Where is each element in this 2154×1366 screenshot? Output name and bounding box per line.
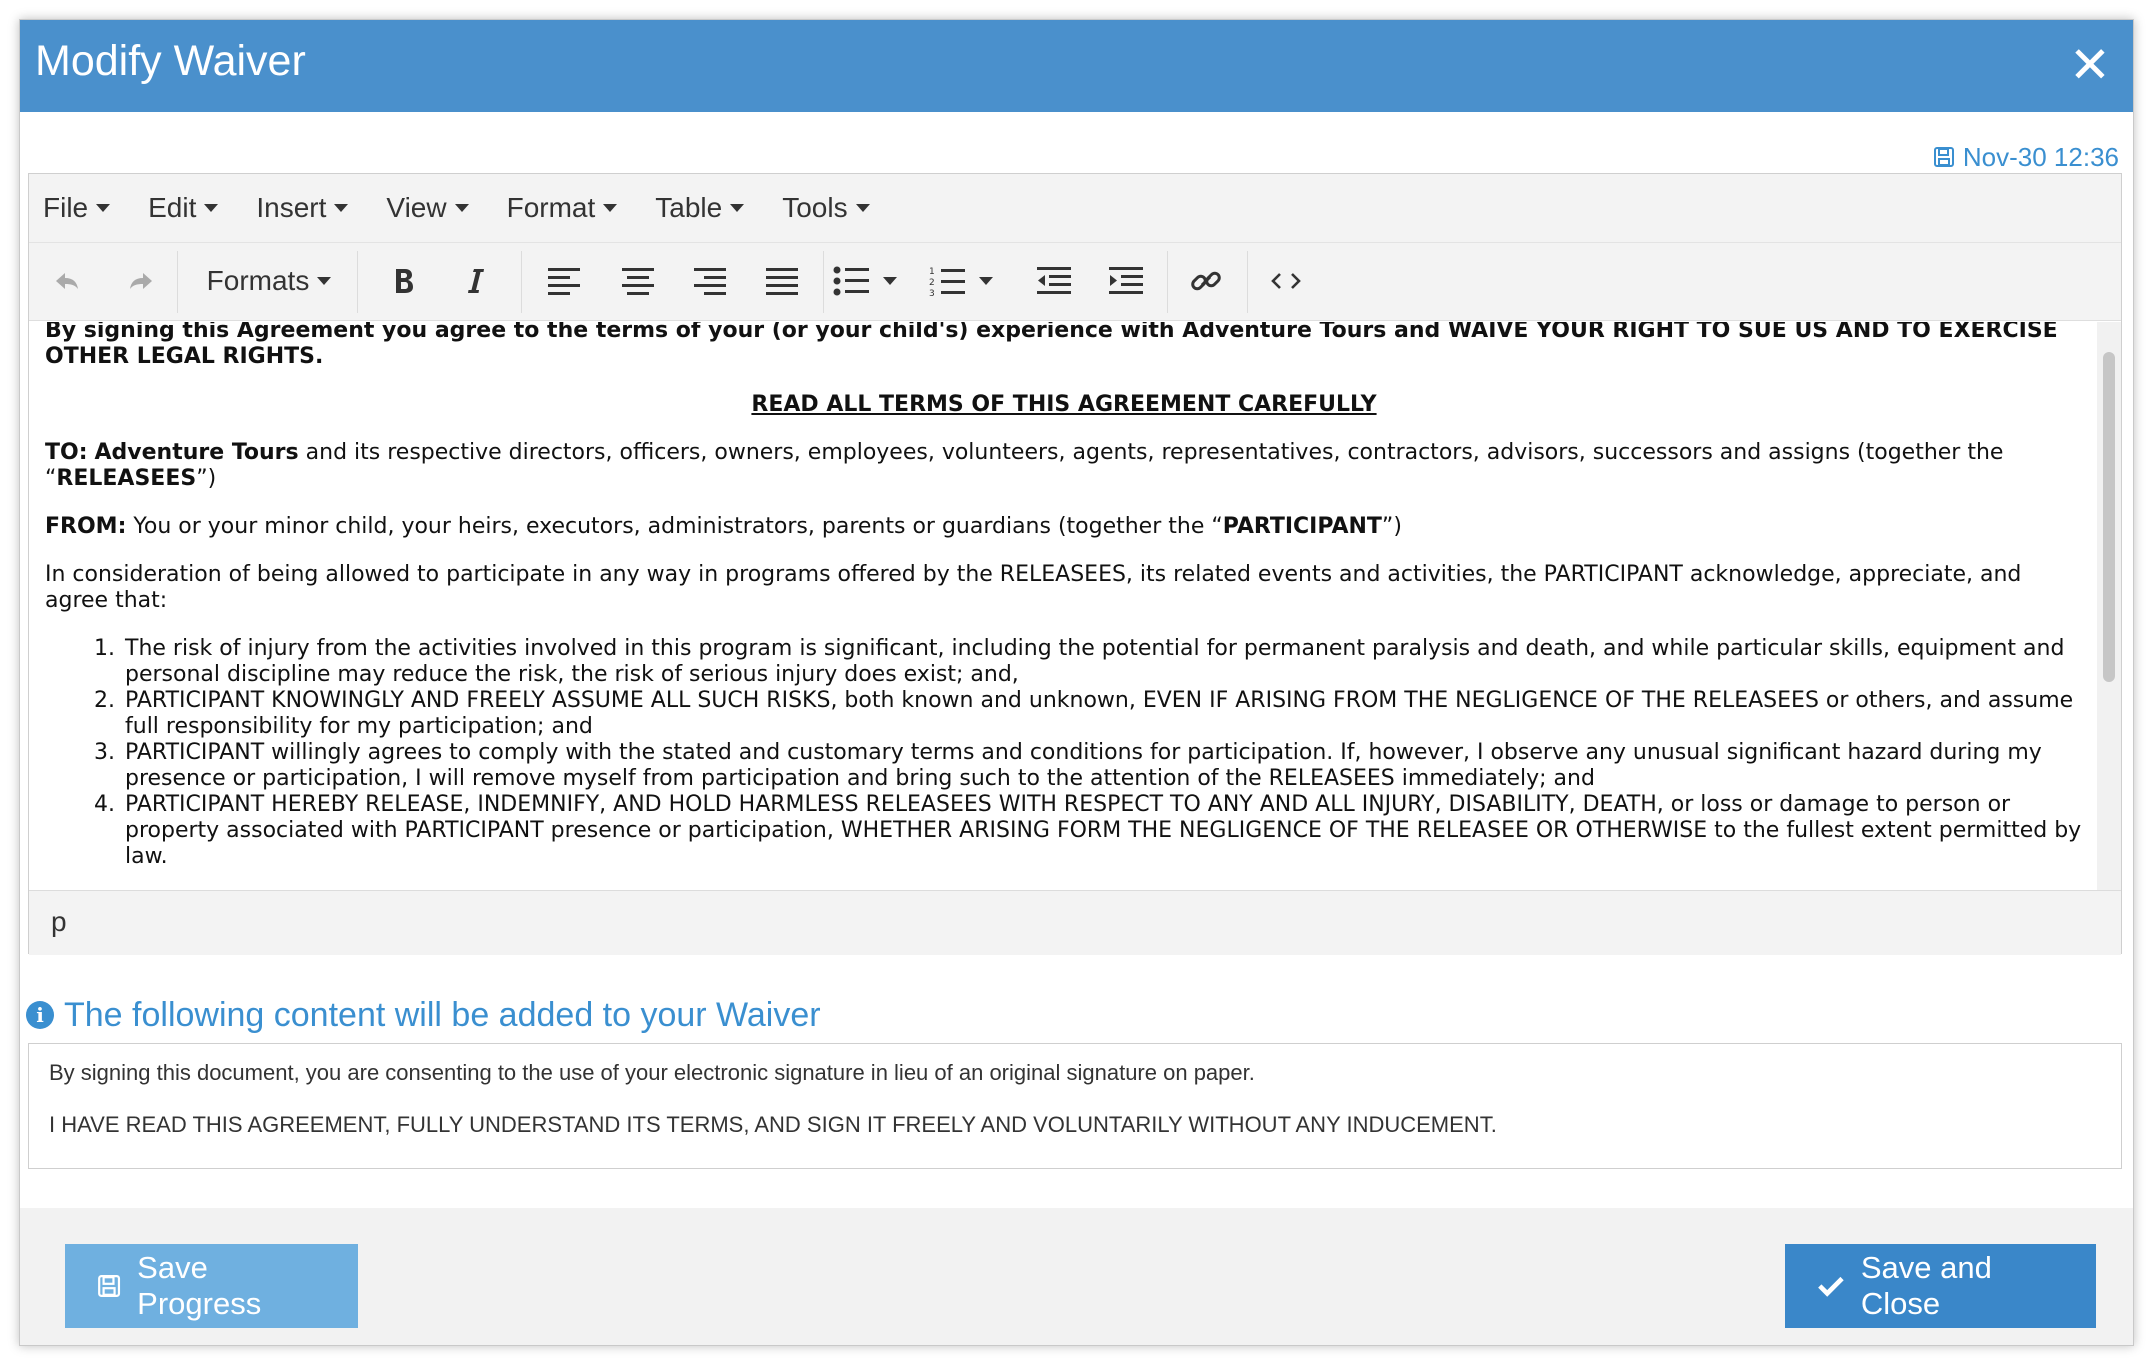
save-progress-label: Save Progress <box>137 1250 262 1321</box>
align-right-icon[interactable] <box>685 255 735 307</box>
outdent-icon[interactable] <box>1029 255 1079 307</box>
toolbar-divider <box>1247 251 1248 313</box>
code-icon[interactable] <box>1261 255 1311 307</box>
undo-icon[interactable] <box>45 255 89 307</box>
menu-insert[interactable] <box>256 192 348 224</box>
floppy-disk-icon <box>97 1273 121 1299</box>
indent-icon[interactable] <box>1101 255 1151 307</box>
close-icon[interactable]: ✕ <box>2069 37 2111 93</box>
caret-down-icon <box>334 204 348 212</box>
appended-content-box <box>28 1043 2122 1169</box>
align-justify-icon[interactable] <box>757 255 807 307</box>
list-item <box>45 740 2083 792</box>
intro-paragraph <box>45 322 2083 370</box>
redo-icon[interactable] <box>119 255 163 307</box>
editor-scrollbar[interactable] <box>2097 322 2121 890</box>
bold-icon[interactable] <box>379 255 429 307</box>
list-item-text: PARTICIPANT HEREBY RELEASE, INDEMNIFY, AND HOLD HARMLESS RELEASEES WITH RESPECT TO ANY AND ALL INJURY, DISABILITY, DEATH, or loss or damage to person or property associated with PARTICIPANT presence or participation, WHETHER ARISING FORM THE NEGLIGENCE OF THE RELEASEE OR OTHERWISE to the fullest extent permitted by law. <box>125 792 2082 869</box>
from-label: FROM: <box>45 514 127 539</box>
list-item <box>45 792 2083 870</box>
toolbar-divider <box>177 251 178 313</box>
caret-down-icon <box>204 204 218 212</box>
last-saved-time: Nov-30 12:36 <box>1962 142 2119 172</box>
editor-statusbar <box>29 890 2121 955</box>
menu-file-label: File <box>43 192 89 223</box>
save-progress-button[interactable] <box>65 1244 358 1328</box>
list-item-number: 4. <box>94 792 115 817</box>
consent-line: By signing this document, you are consenting to the use of your electronic signature in lieu of an original signature on paper. <box>49 1060 1255 1085</box>
list-item-number: 1. <box>94 636 115 661</box>
element-path[interactable]: p <box>51 906 67 937</box>
editor-menubar <box>29 174 2121 243</box>
toolbar-divider <box>357 251 358 313</box>
list-item <box>45 688 2083 740</box>
list-item-text: The risk of injury from the activities involved in this program is significant, including the potential for permanent paralysis and death, and while particular skills, equipment and personal discipline may reduce the risk, the risk of serious injury does exist; and, <box>125 636 2065 687</box>
caret-down-icon <box>317 277 331 285</box>
info-icon: i <box>26 1001 54 1029</box>
consideration-paragraph: In consideration of being allowed to participate in any way in programs offered by the RELEASEES, its related events and activities, the PARTICIPANT acknowledge, appreciate, and agree that: <box>45 562 2022 613</box>
caret-down-icon <box>730 204 744 212</box>
list-item-number: 3. <box>94 740 115 765</box>
menu-edit[interactable] <box>148 192 218 224</box>
caret-down-icon <box>455 204 469 212</box>
last-saved-stamp <box>1933 140 2119 174</box>
modal-header <box>20 20 2133 112</box>
svg-text:2: 2 <box>929 278 935 288</box>
toolbar-divider <box>823 251 824 313</box>
menu-table-label: Table <box>655 192 723 223</box>
align-center-icon[interactable] <box>613 255 663 307</box>
menu-table[interactable] <box>655 192 744 224</box>
from-paragraph <box>45 514 2083 540</box>
modal-footer <box>20 1208 2133 1346</box>
svg-text:1: 1 <box>929 267 935 277</box>
toolbar-divider <box>1167 251 1168 313</box>
formats-label: Formats <box>206 265 310 296</box>
link-icon[interactable] <box>1181 255 1231 307</box>
menu-insert-label: Insert <box>256 192 327 223</box>
rich-text-editor <box>28 173 2122 954</box>
agreement-heading: READ ALL TERMS OF THIS AGREEMENT CAREFULLY <box>751 392 1377 417</box>
editor-toolbar <box>29 243 2121 321</box>
to-paragraph <box>45 440 2083 492</box>
list-item-text: PARTICIPANT KNOWINGLY AND FREELY ASSUME ALL SUCH RISKS, both known and unknown, EVEN IF ARISING FROM THE NEGLIGENCE OF THE RELEASEES or others, and assume full responsibility for my participation; and <box>125 688 2074 739</box>
scrollbar-thumb[interactable] <box>2103 352 2115 682</box>
caret-down-icon <box>603 204 617 212</box>
menu-format[interactable] <box>507 192 618 224</box>
menu-edit-label: Edit <box>148 192 197 223</box>
from-participant: PARTICIPANT <box>1222 514 1382 539</box>
to-text: and its respective directors, officers, owners, employees, volunteers, agents, representatives, contractors, advisors, successors and assigns (together the “ <box>45 440 2004 491</box>
menu-view-label: View <box>386 192 447 223</box>
save-and-close-label: Save and Close <box>1860 1250 1992 1321</box>
menu-tools-label: Tools <box>782 192 848 223</box>
acknowledgement-line: I HAVE READ THIS AGREEMENT, FULLY UNDERSTAND ITS TERMS, AND SIGN IT FREELY AND VOLUNTARILY WITHOUT ANY INDUCEMENT. <box>49 1112 1497 1137</box>
from-close: ”) <box>1381 514 1402 539</box>
numbered-list-icon[interactable] <box>929 255 1013 307</box>
caret-down-icon <box>979 277 993 285</box>
info-heading <box>26 995 821 1035</box>
modify-waiver-modal <box>19 19 2134 1346</box>
check-icon <box>1817 1274 1845 1298</box>
menu-file[interactable] <box>43 192 110 224</box>
menu-view[interactable] <box>386 192 468 224</box>
formats-dropdown[interactable] <box>201 255 337 307</box>
caret-down-icon <box>856 204 870 212</box>
list-item <box>45 636 2083 688</box>
caret-down-icon <box>883 277 897 285</box>
italic-icon[interactable] <box>451 255 501 307</box>
editor-content[interactable] <box>29 322 2099 890</box>
save-and-close-button[interactable] <box>1785 1244 2096 1328</box>
to-close: ”) <box>196 466 217 491</box>
bullet-list-icon[interactable] <box>833 255 917 307</box>
menu-format-label: Format <box>506 192 596 223</box>
info-heading-text: The following content will be added to your Waiver <box>64 996 821 1034</box>
to-company: Adventure Tours <box>94 440 299 465</box>
floppy-disk-icon <box>1933 146 1955 168</box>
list-item-number: 2. <box>94 688 115 713</box>
menu-tools[interactable] <box>782 192 869 224</box>
to-releasees: RELEASEES <box>56 466 197 491</box>
terms-list <box>45 636 2083 870</box>
modal-title: Modify Waiver <box>35 37 306 85</box>
from-text: You or your minor child, your heirs, executors, administrators, parents or guardians (together the “ <box>133 514 1223 539</box>
intro-bold-text: By signing this Agreement you agree to the terms of your (or your child's) experience with Adventure Tours and WAIVE YOUR RIGHT TO SUE US AND TO EXERCISE OTHER LEGAL RIGHTS. <box>45 322 2058 369</box>
align-left-icon[interactable] <box>539 255 589 307</box>
svg-text:3: 3 <box>929 289 935 297</box>
caret-down-icon <box>96 204 110 212</box>
toolbar-divider <box>521 251 522 313</box>
list-item-text: PARTICIPANT willingly agrees to comply with the stated and customary terms and conditions for participation. If, however, I observe any unusual significant hazard during my presence or participation, I will remove myself from participation and bring such to the attention of the RELEASEES immediately; and <box>125 740 2042 791</box>
to-label: TO: <box>45 440 88 465</box>
